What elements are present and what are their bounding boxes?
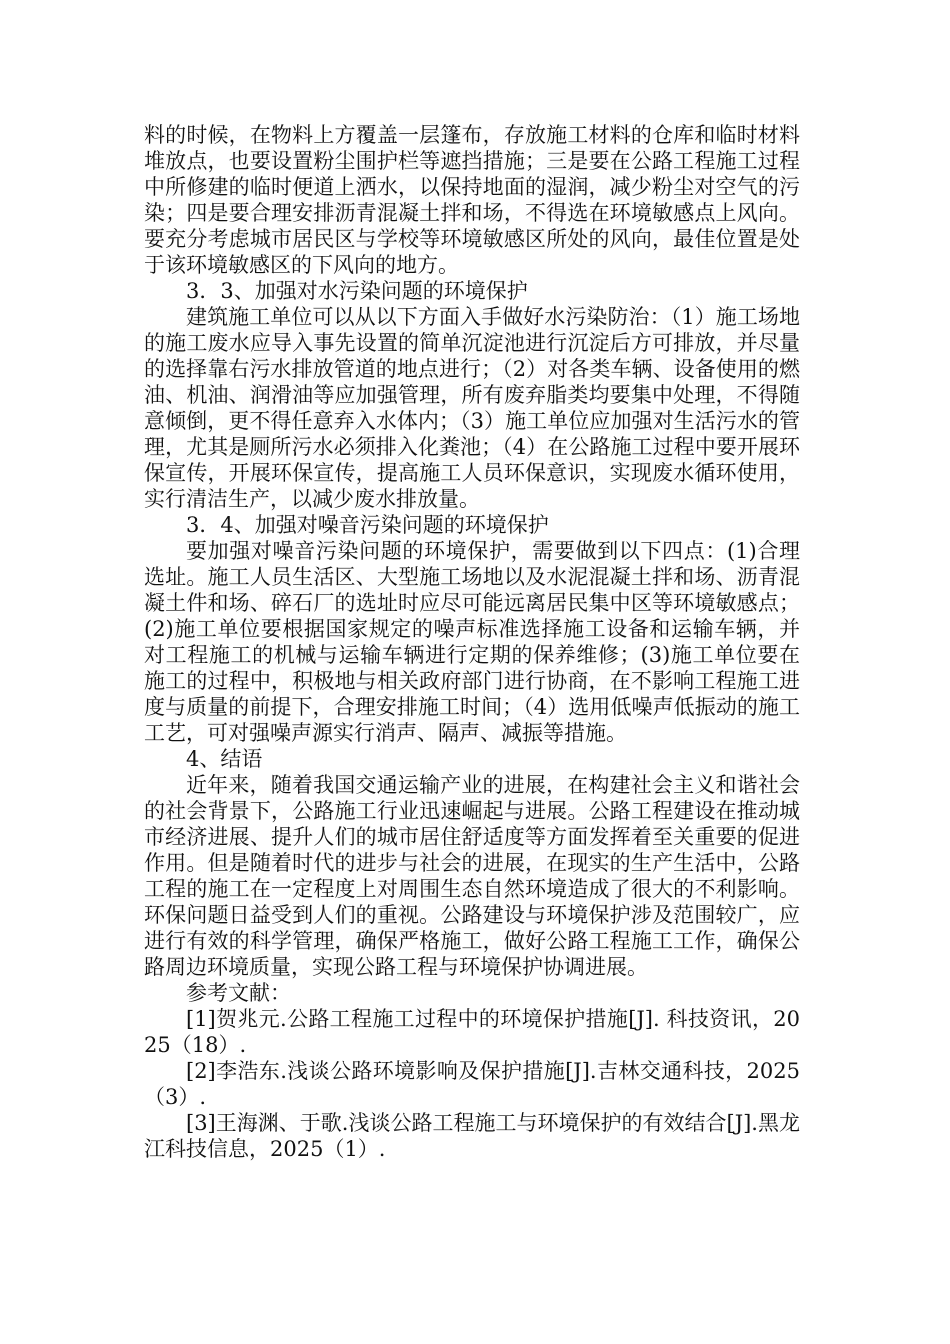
- section-heading-conclusion: 4、结语: [186, 747, 263, 771]
- paragraph-noise-pollution: 要加强对噪音污染问题的环境保护，需要做到以下四点：(1)合理选址。施工人员生活区、大型施工场地以及水泥混凝土拌和场、沥青混凝土件和场、碎石厂的选址时应尽可能远离居民集中区等环境敏感点；(2)施工单位要根据国家规定的噪声标准选择施工设备和运输车辆，并对工程施工的机械与运输车辆进行定期的保养维修；(3)施工单位要在施工的过程中，积极地与相关政府部门进行协商，在不影响工程施工进度与质量的前提下，合理安排施工时间；（4）选用低噪声低振动的施工工艺，可对强噪声源实行消声、隔声、减振等措施。: [144, 539, 800, 745]
- references-heading: 参考文献：: [186, 981, 291, 1005]
- section-heading-water-pollution: 3．3、加强对水污染问题的环境保护: [186, 279, 528, 303]
- section-heading-noise-pollution: 3．4、加强对噪音污染问题的环境保护: [186, 513, 549, 537]
- document-page: [144, 122, 800, 1162]
- reference-item-1: [1]贺兆元.公路工程施工过程中的环境保护措施[J]. 科技资讯，2025（18）.: [144, 1007, 800, 1057]
- paragraph-air-pollution-continued: 料的时候，在物料上方覆盖一层篷布，存放施工材料的仓库和临时材料堆放点，也要设置粉尘围护栏等遮挡措施；三是要在公路工程施工过程中所修建的临时便道上洒水，以保持地面的湿润，减少粉尘对空气的污染；四是要合理安排沥青混凝土拌和场，不得选在环境敏感点上风向。要充分考虑城市居民区与学校等环境敏感区所处的风向，最佳位置是处于该环境敏感区的下风向的地方。: [144, 123, 800, 277]
- paragraph-conclusion: 近年来，随着我国交通运输产业的进展，在构建社会主义和谐社会的社会背景下，公路施工行业迅速崛起与进展。公路工程建设在推动城市经济进展、提升人们的城市居住舒适度等方面发挥着至关重要的促进作用。但是随着时代的进步与社会的进展，在现实的生产生活中，公路工程的施工在一定程度上对周围生态自然环境造成了很大的不利影响。环保问题日益受到人们的重视。公路建设与环境保护涉及范围较广，应进行有效的科学管理，确保严格施工，做好公路工程施工工作，确保公路周边环境质量，实现公路工程与环境保护协调进展。: [144, 773, 800, 979]
- reference-item-2: [2]李浩东.浅谈公路环境影响及保护措施[J].吉林交通科技，2025（3）.: [144, 1059, 800, 1109]
- reference-item-3: [3]王海渊、于歌.浅谈公路工程施工与环境保护的有效结合[J].黑龙江科技信息，2025（1）.: [144, 1111, 800, 1161]
- paragraph-water-pollution: 建筑施工单位可以从以下方面入手做好水污染防治：（1）施工场地的施工废水应导入事先设置的简单沉淀池进行沉淀后方可排放，并尽量的选择靠右污水排放管道的地点进行；（2）对各类车辆、设备使用的燃油、机油、润滑油等应加强管理，所有废弃脂类均要集中处理，不得随意倾倒，更不得任意弃入水体内；（3）施工单位应加强对生活污水的管理，尤其是厕所污水必须排入化粪池；（4）在公路施工过程中要开展环保宣传，开展环保宣传，提高施工人员环保意识，实现废水循环使用，实行清洁生产，以减少废水排放量。: [144, 305, 800, 511]
